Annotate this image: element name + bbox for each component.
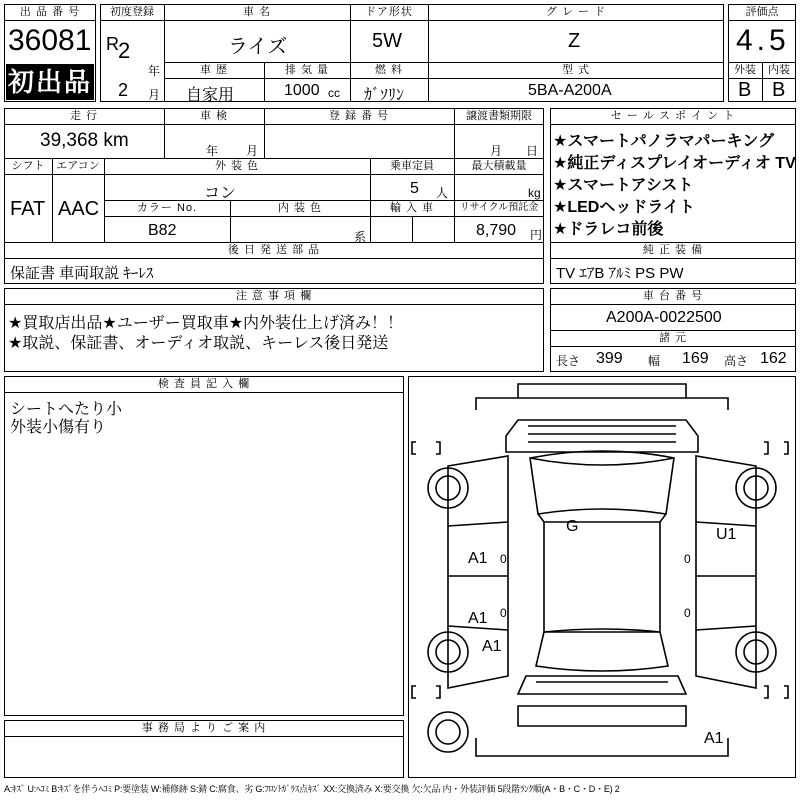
inspector-label: 検 査 員 記 入 欄 [157,378,251,390]
model-label: 型 式 [561,64,591,76]
color-no-label: カラー No. [136,202,198,214]
reg-month: 2 [118,80,129,100]
car-name: ライズ [228,36,288,58]
dims-label: 諸 元 [658,332,688,344]
sales-point-item: ★純正ディスプレイオーディオ TV [553,155,796,172]
ext-color-label: 外 装 色 [214,160,260,172]
sales-point-item: ★スマートアシスト [553,177,694,194]
door-label: ドア形状 [365,6,413,18]
capacity-unit: 人 [436,186,449,200]
fuel: ｶﾞｿﾘﾝ [364,87,405,104]
mark-a1: A1 [468,610,488,627]
door: 5W [372,30,402,52]
transfer-label: 譲渡書類期限 [466,110,532,122]
inspector-line: 外装小傷有り [10,419,107,436]
height-label: 高さ [724,354,749,368]
equipment-label: 純 正 装 備 [642,244,704,256]
lot-number: 36081 [8,24,92,57]
model: 5BA-A200A [528,82,612,99]
mileage: 39,368 km [40,130,129,151]
legend: A:ｷｽﾞ U:ﾍｺﾐ B:ｷｽﾞを伴うﾍｺﾐ P:要塗装 W:補修跡 S:錆 C:腐食、劣 G:ﾌﾛﾝﾄｶﾞﾗｽ点ｷｽﾞ XX:交換済み X:要交換 欠:欠品 内・外装評価 5段階ﾗﾝｸ順(A・B・C・D・E) 2 [4,784,620,794]
recycle-unit: 円 [530,228,543,242]
max-load-unit: kg [528,186,541,200]
chassis-number: A200A-0022500 [606,309,722,326]
history: 自家用 [186,87,235,104]
inspection-month-unit: 月 [246,144,259,158]
inspector-line: シートへたり小 [10,401,123,418]
mark-zero: 0 [684,552,691,566]
max-load-label: 最大積載量 [471,160,527,172]
width: 169 [682,350,709,367]
displacement: 1000 [284,82,320,99]
first-reg-label: 初度登録 [110,6,154,18]
exterior-grade: B [738,79,752,101]
mark-zero: 0 [500,552,507,566]
first-listing-badge: 初出品 [6,64,94,100]
exterior-label: 外装 [734,64,756,76]
aircon-label: エアコン [56,160,100,172]
later-parts-label: 後 日 発 送 部 品 [227,244,321,256]
ext-color: コン [204,185,237,202]
height: 162 [760,350,787,367]
int-color-label: 内 装 色 [277,202,323,214]
mark-g: G [566,518,579,535]
interior-grade: B [772,79,786,101]
transfer-month-unit: 月 [490,144,503,158]
length: 399 [596,350,623,367]
month-unit: 月 [148,88,161,102]
car-name-label: 車 名 [242,6,272,18]
inspection-year-unit: 年 [206,144,219,158]
mark-zero: 0 [684,606,691,620]
mark-zero: 0 [500,606,507,620]
notes-label: 注 意 事 項 欄 [235,290,313,302]
recycle-label: リサイクル預託金 [459,202,539,213]
inspection-label: 車 検 [199,110,229,122]
notes-line: ★取説、保証書、オーディオ取説、キーレス後日発送 [8,335,389,352]
mileage-label: 走 行 [69,110,99,122]
score-label: 評価点 [745,6,779,18]
shift-label: シフト [11,160,45,172]
capacity: 5 [410,180,419,197]
sales-point-item: ★ドラレコ前後 [553,221,664,238]
reg-year: 2 [118,38,131,63]
registration-label: 登 録 番 号 [328,110,390,122]
recycle: 8,790 [476,222,517,239]
sales-point-item: ★LEDヘッドライト [553,199,695,216]
transfer-day-unit: 日 [526,144,539,158]
width-label: 幅 [648,354,661,368]
sales-points-label: セ ー ル ス ポ イ ン ト [610,110,736,122]
notes-line: ★買取店出品★ユーザー買取車★内外装仕上げ済み！！ [8,315,404,332]
shift: FAT [10,198,46,220]
color-no: B82 [148,222,177,239]
office-label: 事 務 局 よ り ご 案 内 [141,722,267,734]
score: 4.5 [736,24,790,57]
era: R [106,34,119,54]
equipment: TV ｴｱB ｱﾙﾐ PS PW [556,265,684,282]
car-diagram [408,376,796,778]
aircon: AAC [58,198,100,220]
mark-a1: A1 [482,638,502,655]
displacement-label: 排 気 量 [284,64,330,76]
history-label: 車 歴 [199,64,229,76]
interior-label: 内装 [768,64,790,76]
capacity-label: 乗車定員 [390,160,434,172]
displacement-unit: cc [328,86,340,100]
chassis-label: 車 台 番 号 [642,290,704,302]
sales-point-item: ★スマートパノラマパーキング [553,133,775,150]
later-parts: 保証書 車両取説 ｷｰﾚｽ [10,265,154,282]
grade-label: グ レ ー ド [545,6,607,18]
fuel-label: 燃 料 [374,64,404,76]
mark-a1: A1 [468,550,488,567]
grade: Z [568,30,581,52]
lot-number-label: 出 品 番 号 [19,6,81,18]
length-label: 長さ [556,354,581,368]
int-color-suffix: 系 [354,230,367,244]
mark-a1: A1 [704,730,724,747]
year-unit: 年 [148,64,161,78]
import-label: 輸 入 車 [389,202,435,214]
mark-u1: U1 [716,526,737,543]
